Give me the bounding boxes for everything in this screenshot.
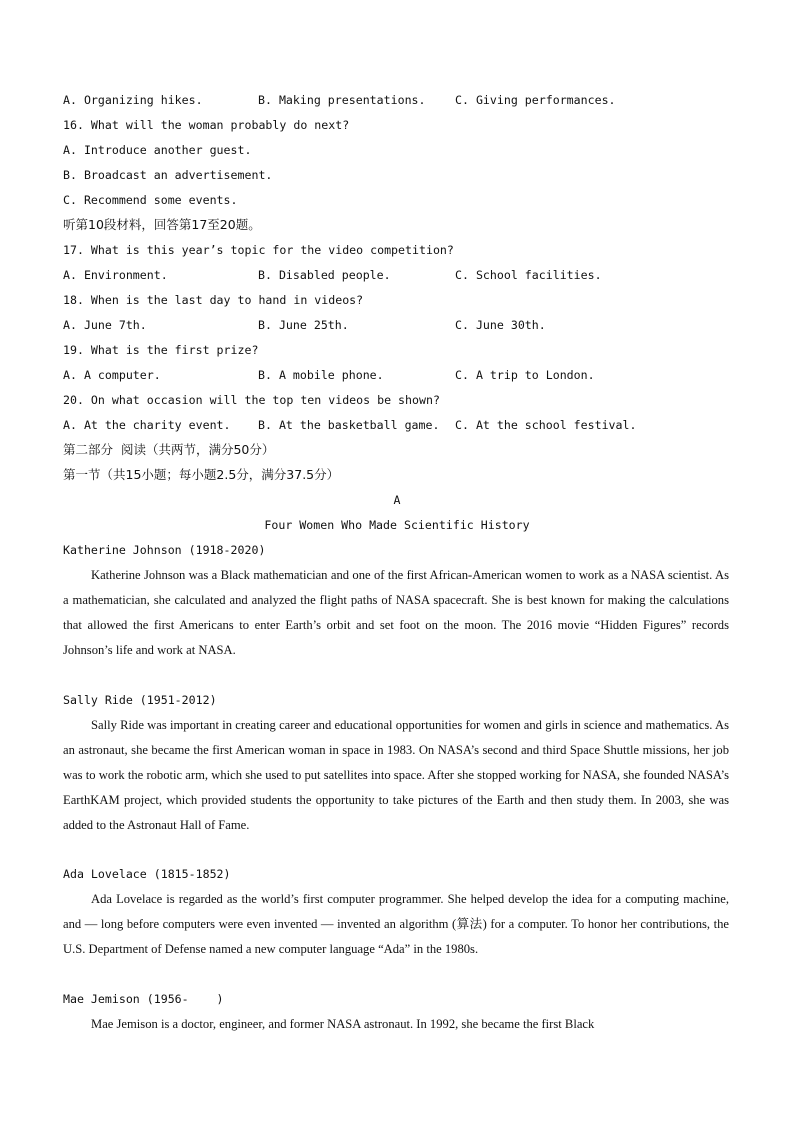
q15-option-c: C. Giving performances. (455, 93, 616, 107)
person-paragraph-johnson: Katherine Johnson was a Black mathematician and one of the first African-American women to work as a NASA scientist. As a mathematician, she calculated and analyzed the flight paths of NASA spacecraft. She is best known for making the calculations that allowed the first Americans to enter Earth’s orbit and set foot on the moon. The 2016 movie “Hidden Figures” records Johnson’s life and work at NASA. (63, 568, 729, 657)
q19-option-b: B. A mobile phone. (258, 368, 384, 382)
q19-option-a: A. A computer. (63, 368, 161, 382)
person-paragraph-jemison: Mae Jemison is a doctor, engineer, and former NASA astronaut. In 1992, she became the first Black (91, 1017, 595, 1031)
q20-question: 20. On what occasion will the top ten videos be shown? (63, 393, 440, 407)
q17-question: 17. What is this year’s topic for the video competition? (63, 243, 454, 257)
passage-letter: A (393, 493, 401, 507)
q18-option-c: C. June 30th. (455, 318, 546, 332)
q20-option-c: C. At the school festival. (455, 418, 637, 432)
q16-option-c: C. Recommend some events. (63, 193, 238, 207)
q15-option-a: A. Organizing hikes. (63, 93, 203, 107)
person-heading-johnson: Katherine Johnson (1918-2020) (63, 543, 266, 557)
passage-title: Four Women Who Made Scientific History (264, 518, 530, 532)
person-heading-ride: Sally Ride (1951-2012) (63, 693, 217, 707)
section10-intro: 听第10段材料，回答第17至20题。 (63, 217, 261, 232)
part-title: 第二部分 阅读（共两节，满分50分） (63, 442, 275, 457)
q17-option-b: B. Disabled people. (258, 268, 391, 282)
q18-option-a: A. June 7th. (63, 318, 147, 332)
person-paragraph-lovelace: Ada Lovelace is regarded as the world’s first computer programmer. She helped develop the idea for a computing machine, and — long before computers were even invented — invented an algorithm (算法) for a computer. To honor her contributions, the U.S. Department of Defense named a new computer language “Ada” in the 1980s. (63, 892, 729, 956)
q18-question: 18. When is the last day to hand in videos? (63, 293, 364, 307)
q16-question: 16. What will the woman probably do next? (63, 118, 350, 132)
q20-option-b: B. At the basketball game. (258, 418, 440, 432)
q16-option-a: A. Introduce another guest. (63, 143, 252, 157)
q19-question: 19. What is the first prize? (63, 343, 259, 357)
q20-option-a: A. At the charity event. (63, 418, 231, 432)
section-title: 第一节（共15小题；每小题2.5分，满分37.5分） (63, 467, 340, 482)
q19-option-c: C. A trip to London. (455, 368, 595, 382)
q17-option-a: A. Environment. (63, 268, 168, 282)
q17-option-c: C. School facilities. (455, 268, 602, 282)
person-heading-jemison: Mae Jemison (1956- ) (63, 992, 224, 1006)
person-heading-lovelace: Ada Lovelace (1815-1852) (63, 867, 231, 881)
q15-option-b: B. Making presentations. (258, 93, 426, 107)
q16-option-b: B. Broadcast an advertisement. (63, 168, 273, 182)
q18-option-b: B. June 25th. (258, 318, 349, 332)
person-paragraph-ride: Sally Ride was important in creating career and educational opportunities for women and girls in science and mathematics. As an astronaut, she became the first American woman in space in 1983. On NASA’s second and third Space Shuttle missions, her job was to work the robotic arm, which she used to put satellites into space. After she stopped working for NASA, she founded NASA’s EarthKAM project, which provided students the opportunity to take pictures of the Earth and then study them. In 2003, she was added to the Astronaut Hall of Fame. (63, 718, 729, 832)
